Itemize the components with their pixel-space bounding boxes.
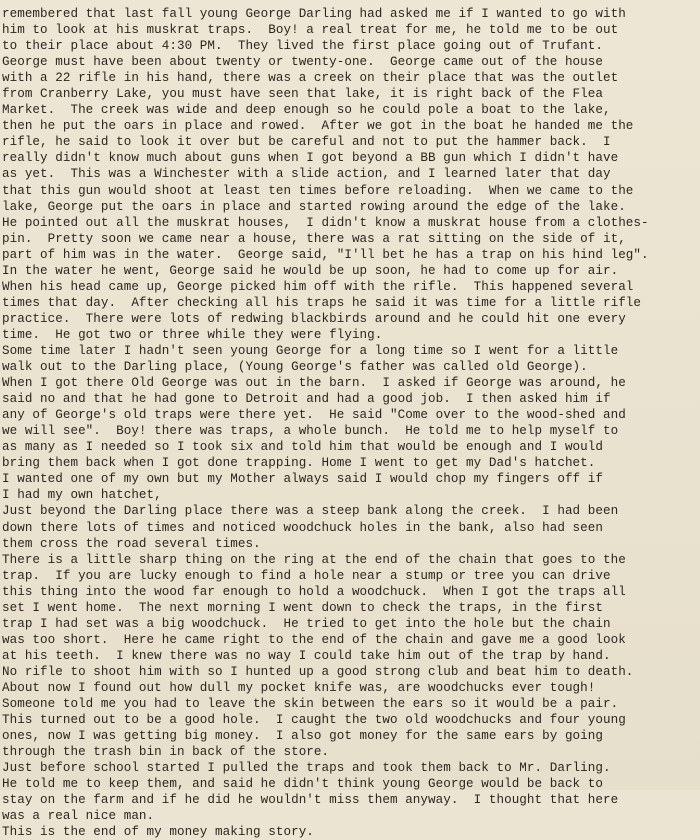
text-line: from Cranberry Lake, you must have seen that lake, it is right back of the Flea — [2, 87, 603, 102]
text-line: There is a little sharp thing on the ring at the end of the chain that goes to the — [2, 552, 626, 567]
text-line: Just before school started I pulled the traps and took them back to Mr. Darling. — [2, 761, 611, 776]
text-line: Some time later I hadn't seen young George for a long time so I went for a little — [2, 343, 619, 358]
text-line: remembered that last fall young George Darling had asked me if I wanted to go with — [2, 7, 626, 21]
text-line: we will see". Boy! there was traps, a whole bunch. He told me to help myself to — [2, 424, 619, 439]
text-line: through the trash bin in back of the store. — [2, 745, 330, 760]
text-line: set I went home. The next morning I went down to check the traps, in the first — [2, 600, 603, 615]
text-line: this thing into the wood far enough to hold a woodchuck. When I got the traps all — [2, 584, 626, 599]
text-line: In the water he went, George said he would be up soon, he had to come up for air. — [2, 263, 619, 278]
text-line: He told me to keep them, and said he didn't think young George would be back to — [2, 777, 603, 792]
text-line: stay on the farm and if he did he wouldn't miss them anyway. I thought that here — [2, 793, 619, 808]
text-line: time. He got two or three while they were flying. — [2, 327, 383, 342]
text-line: George must have been about twenty or twenty-one. George came out of the house — [2, 55, 603, 70]
text-line: that this gun would shoot at least ten times before reloading. When we came to the — [2, 183, 634, 198]
text-line: trap. If you are lucky enough to find a hole near a stump or tree you can drive — [2, 568, 611, 583]
text-line: Someone told me you had to leave the skin between the ears so it would be a pair. — [2, 697, 619, 712]
text-line: practice. There were lots of redwing blackbirds around and he could hit one every — [2, 311, 626, 326]
text-line: walk out to the Darling place, (Young George's father was called old George). — [2, 360, 588, 375]
text-line: to their place about 4:30 PM. They lived the first place going out of Trufant. — [2, 39, 603, 54]
text-line: trap I had set was a big woodchuck. He tried to get into the hole but the chain — [2, 616, 611, 631]
text-line: I had my own hatchet, — [2, 488, 162, 503]
text-line: times that day. After checking all his traps he said it was time for a little rifle — [2, 295, 642, 310]
typewritten-text-body — [2, 6, 696, 840]
text-line: When I got there Old George was out in the barn. I asked if George was around, he — [2, 376, 626, 391]
text-line: any of George's old traps were there yet. He said "Come over to the wood-shed and — [2, 408, 626, 423]
text-line: Market. The creek was wide and deep enough so he could pole a boat to the lake, — [2, 103, 611, 118]
text-line: I wanted one of my own but my Mother always said I would chop my fingers off if — [2, 472, 603, 487]
text-line: rifle, he said to look it over but be careful and not to put the hammer back. I — [2, 135, 611, 150]
text-line: down there lots of times and noticed woodchuck holes in the bank, also had seen — [2, 520, 603, 535]
text-line: bring them back when I got done trapping. Home I went to get my Dad's hatchet. — [2, 456, 596, 471]
text-line: When his head came up, George picked him off with the rifle. This happened several — [2, 279, 634, 294]
text-line: really didn't know much about guns when I got beyond a BB gun which I didn't have — [2, 151, 619, 166]
text-line: Just beyond the Darling place there was a steep bank along the creek. I had been — [2, 504, 619, 519]
text-line: said no and that he had gone to Detroit and had a good job. I then asked him if — [2, 392, 611, 407]
text-line: part of him was in the water. George said, "I'll bet he has a trap on his hind leg". — [2, 247, 649, 262]
text-line: then he put the oars in place and rowed. After we got in the boat he handed me the — [2, 119, 634, 134]
text-line: This turned out to be a good hole. I caught the two old woodchucks and four young — [2, 713, 626, 728]
text-line: No rifle to shoot him with so I hunted up a good strong club and beat him to death. — [2, 664, 634, 679]
text-line: lake, George put the oars in place and started rowing around the edge of the lake. — [2, 199, 626, 214]
text-line: He pointed out all the muskrat houses, I didn't know a muskrat house from a clothes- — [2, 215, 649, 230]
text-line: ones, now I was getting big money. I also got money for the same ears by going — [2, 729, 603, 744]
text-line: at his teeth. I knew there was no way I could take him out of the trap by hand. — [2, 648, 611, 663]
text-line: This is the end of my money making story. — [2, 825, 314, 840]
text-line: as many as I needed so I took six and told him that would be enough and I would — [2, 440, 603, 455]
text-line: him to look at his muskrat traps. Boy! a real treat for me, he told me to be out — [2, 23, 619, 38]
text-line: as yet. This was a Winchester with a slide action, and I learned later that day — [2, 167, 611, 182]
text-line: was a real nice man. — [2, 809, 155, 824]
text-line: pin. Pretty soon we came near a house, there was a rat sitting on the side of it, — [2, 231, 626, 246]
text-line: was too short. Here he came right to the end of the chain and gave me a good look — [2, 632, 626, 647]
text-line: with a 22 rifle in his hand, there was a creek on their place that was the outlet — [2, 71, 619, 86]
text-line: them cross the road several times. — [2, 536, 261, 551]
text-line: About now I found out how dull my pocket knife was, are woodchucks ever tough! — [2, 680, 596, 695]
